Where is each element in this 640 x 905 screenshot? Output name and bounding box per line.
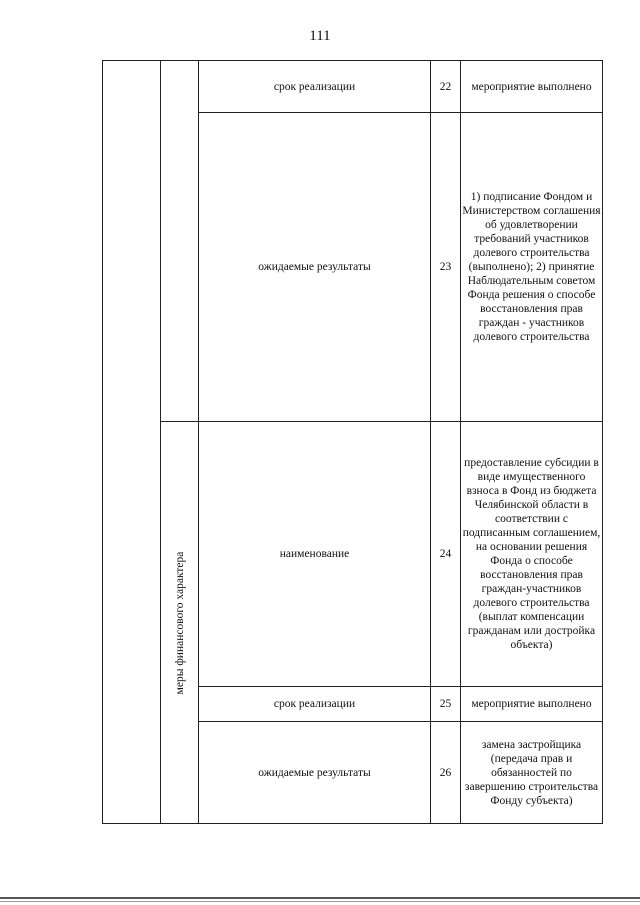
row-label: ожидаемые результаты bbox=[199, 113, 431, 422]
row-label: срок реализации bbox=[199, 687, 431, 722]
row-result: замена застройщика (передача прав и обязанностей по завершению строительства Фонду субъекта) bbox=[461, 722, 603, 824]
table-row bbox=[103, 61, 603, 113]
category-label: меры финансового характера bbox=[173, 551, 186, 694]
row-label: срок реализации bbox=[199, 61, 431, 113]
empty-cell-col1 bbox=[103, 61, 161, 824]
row-number: 25 bbox=[431, 687, 461, 722]
category-cell bbox=[161, 422, 199, 824]
empty-cell-col2 bbox=[161, 61, 199, 422]
row-result: 1) подписание Фондом и Министерством соглашения об удовлетворении требований участников долевого строительства (выполнено); 2) принятие Наблюдательным советом Фонда решения о способе восстановления прав граждан - участников долевого строительства bbox=[461, 113, 603, 422]
row-number: 22 bbox=[431, 61, 461, 113]
row-number: 24 bbox=[431, 422, 461, 687]
bottom-rule-secondary bbox=[0, 901, 640, 902]
row-result: мероприятие выполнено bbox=[461, 61, 603, 113]
row-result: предоставление субсидии в виде имущественного взноса в Фонд из бюджета Челябинской области в соответствии с подписанным соглашением, на основании решения Фонда о способе восстановления прав граждан-участников долевого строительства (выплат компенсации гражданам или достройка объекта) bbox=[461, 422, 603, 687]
row-result: мероприятие выполнено bbox=[461, 687, 603, 722]
table-row bbox=[103, 422, 603, 687]
bottom-rule bbox=[0, 897, 640, 899]
page-number: 111 bbox=[309, 28, 331, 44]
row-label: ожидаемые результаты bbox=[199, 722, 431, 824]
row-number: 26 bbox=[431, 722, 461, 824]
row-label: наименование bbox=[199, 422, 431, 687]
document-table bbox=[102, 60, 603, 824]
row-number: 23 bbox=[431, 113, 461, 422]
